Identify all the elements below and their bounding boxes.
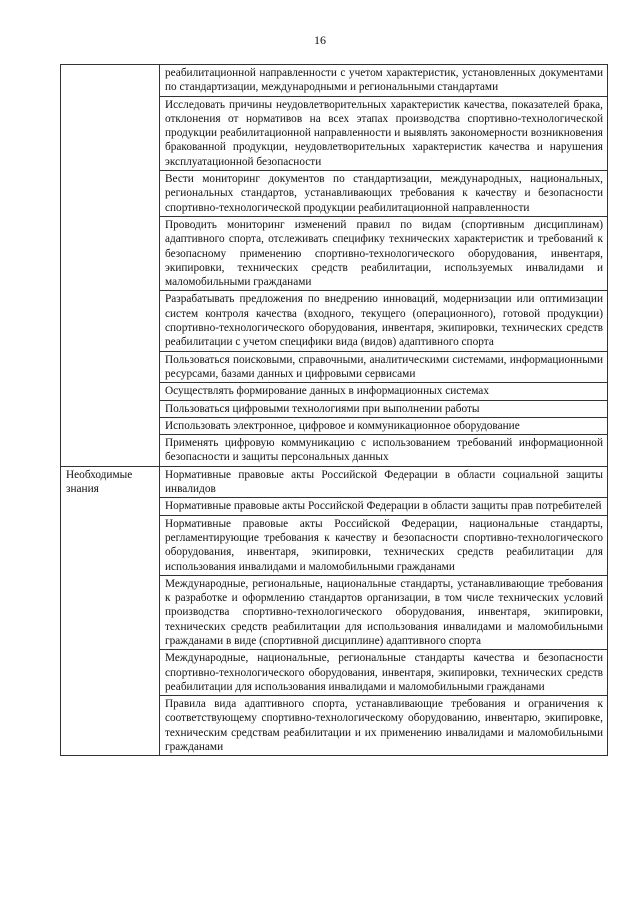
- table-cell: реабилитационной направленности с учетом характеристик, установленных документами по стандартизации, международными и региональными стандартами: [160, 65, 608, 97]
- table-cell: Осуществлять формирование данных в информационных системах: [160, 383, 608, 400]
- table-cell: Нормативные правовые акты Российской Федерации, национальные стандарты, регламентирующие требования к качеству и безопасности спортивно-технологического оборудования, инвентаря, экипировки, технических средств реабилитации для использования инвалидами и маломобильными гражданами: [160, 515, 608, 575]
- table-cell: Вести мониторинг документов по стандартизации, международных, национальных, региональных стандартов, устанавливающих требования к качеству и безопасности спортивно-технологической продукции реабилитационной направленности: [160, 171, 608, 217]
- table-cell: Проводить мониторинг изменений правил по видам (спортивным дисциплинам) адаптивного спорта, отслеживать специфику технических характеристик и требований к безопасному применению спортивно-технологического оборудования, инвентаря, экипировки, технических средств реабилитации, используемых инвалидами и маломобильными гражданами: [160, 216, 608, 290]
- row-label-cell: [61, 466, 160, 756]
- table-cell: Международные, региональные, национальные стандарты, устанавливающие требования к разработке и оформлению стандартов организации, в том числе технических условий производства спортивно-технологического оборудования, инвентаря, экипировки, технических средств реабилитации для использования инвалидами и маломобильными гражданами в виде (спортивной дисциплине) адаптивного спорта: [160, 575, 608, 649]
- competency-table: [60, 64, 608, 756]
- table-row: [61, 65, 608, 97]
- table-cell: Исследовать причины неудовлетворительных характеристик качества, показателей брака, отклонения от нормативов на всех этапах производства спортивно-технологической продукции реабилитационной направленности и выявлять закономерности возникновения бракованной продукции, неудовлетворительных характеристик качества и нарушения эксплуатационной безопасности: [160, 96, 608, 170]
- page-number: 16: [314, 33, 326, 47]
- table-cell: Международные, национальные, региональные стандарты качества и безопасности спортивно-технологического оборудования, инвентаря, экипировки, технических средств реабилитации для использования инвалидами и маломобильными гражданами: [160, 650, 608, 696]
- row-label-knowledge: Необходимые знания: [66, 468, 133, 496]
- table-cell: Нормативные правовые акты Российской Федерации в области социальной защиты инвалидов: [160, 466, 608, 498]
- table-cell: Правила вида адаптивного спорта, устанавливающие требования и ограничения к соответствующему спортивно-технологическому оборудованию, инвентарю, экипировке, техническим средствам реабилитации и их применению инвалидами и маломобильными гражданами: [160, 696, 608, 756]
- table-cell: Нормативные правовые акты Российской Федерации в области защиты прав потребителей: [160, 498, 608, 515]
- table-row: [61, 466, 608, 498]
- table-cell: Разрабатывать предложения по внедрению инноваций, модернизации или оптимизации систем контроля качества (входного, текущего (операционного), готовой продукции) спортивно-технологического оборудования, инвентаря, экипировки, технических средств реабилитации с учетом специфики вида (видов) адаптивного спорта: [160, 291, 608, 351]
- table-cell: Пользоваться поисковыми, справочными, аналитическими системами, информационными ресурсами, базами данных и цифровыми сервисами: [160, 351, 608, 383]
- table-cell: Применять цифровую коммуникацию с использованием требований информационной безопасности и защиты персональных данных: [160, 435, 608, 467]
- row-label-cell: [61, 65, 160, 467]
- table-cell: Пользоваться цифровыми технологиями при выполнении работы: [160, 400, 608, 417]
- table-cell: Использовать электронное, цифровое и коммуникационное оборудование: [160, 417, 608, 434]
